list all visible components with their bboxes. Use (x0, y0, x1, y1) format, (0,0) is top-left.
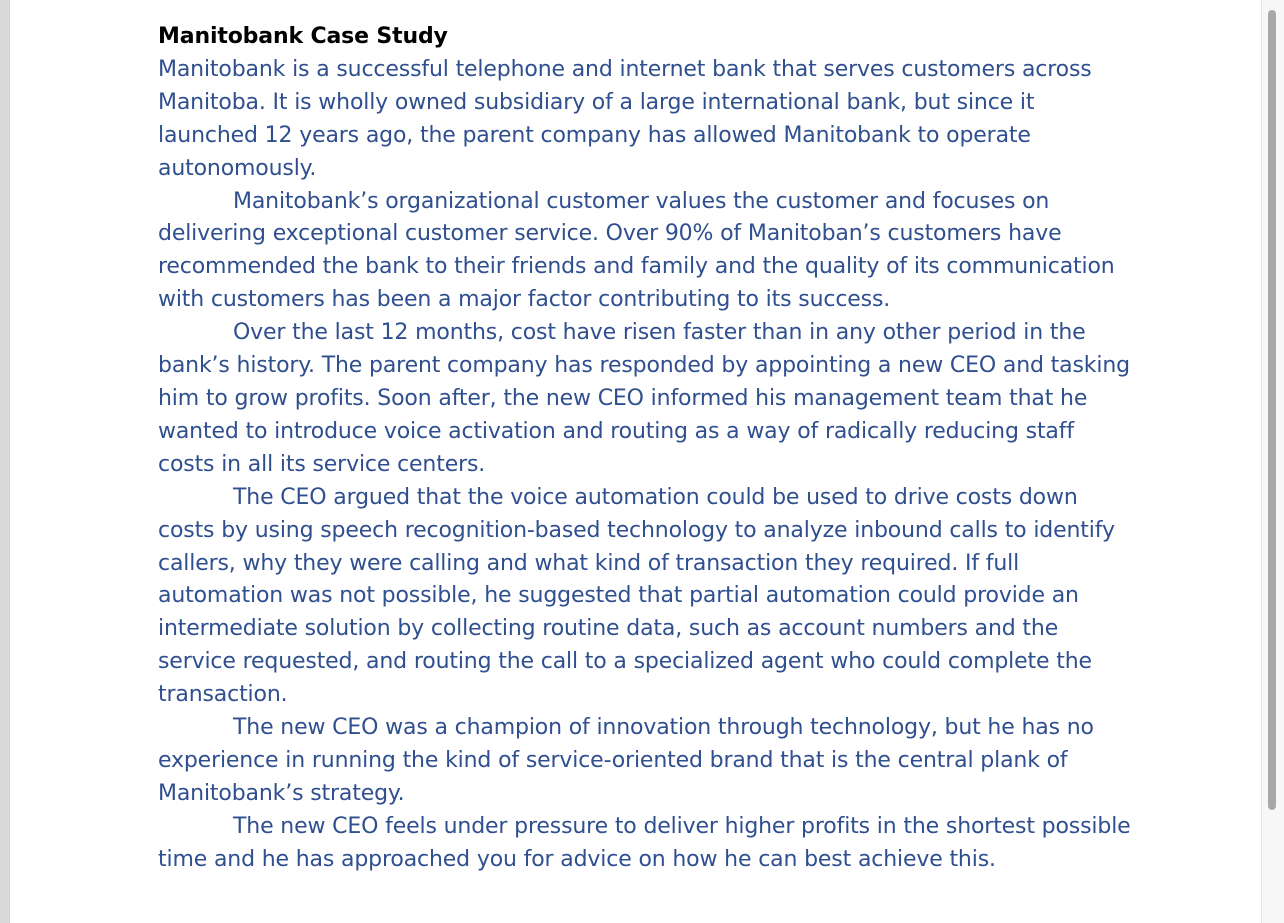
scrollbar-thumb[interactable] (1268, 10, 1276, 810)
left-gutter (0, 0, 10, 923)
paragraph-rising-costs: Over the last 12 months, cost have risen faster than in any other period in the bank’s history. The parent company has responded by appointing a new CEO and tasking him to grow profits. Soon after, the new CEO informed his management team that he wanted to introduce voice activation and routing as a way of radically reducing staff costs in all its service centers. (158, 320, 1130, 477)
document-title: Manitobank Case Study (158, 24, 448, 49)
paragraph-intro: Manitobank is a successful telephone and internet bank that serves customers across Manitoba. It is wholly owned subsidiary of a large international bank, but since it launched 12 years ago, the parent company has allowed Manitobank to operate autonomously. (158, 56, 1092, 181)
document-page (10, 0, 1262, 923)
paragraph-customer-values: Manitobank’s organizational customer values the customer and focuses on delivering exceptional customer service. Over 90% of Manitoban’s customers have recommended the bank to their friends and family and the quality of its communication with customers has been a major factor contributing to its success. (158, 188, 1115, 313)
document-content (158, 21, 1133, 877)
paragraph-advice-request: The new CEO feels under pressure to deliver higher profits in the shortest possible time and he has approached you for advice on how he can best achieve this. (158, 813, 1131, 872)
vertical-scrollbar[interactable] (1261, 0, 1284, 923)
paragraph-voice-automation: The CEO argued that the voice automation could be used to drive costs down costs by using speech recognition-based technology to analyze inbound calls to identify callers, why they were calling and what kind of transaction they required. If full automation was not possible, he suggested that partial automation could provide an intermediate solution by collecting routine data, such as account numbers and the service requested, and routing the call to a specialized agent who could complete the transaction. (158, 484, 1115, 708)
paragraph-ceo-background: The new CEO was a champion of innovation through technology, but he has no experience in running the kind of service-oriented brand that is the central plank of Manitobank’s strategy. (158, 715, 1094, 806)
